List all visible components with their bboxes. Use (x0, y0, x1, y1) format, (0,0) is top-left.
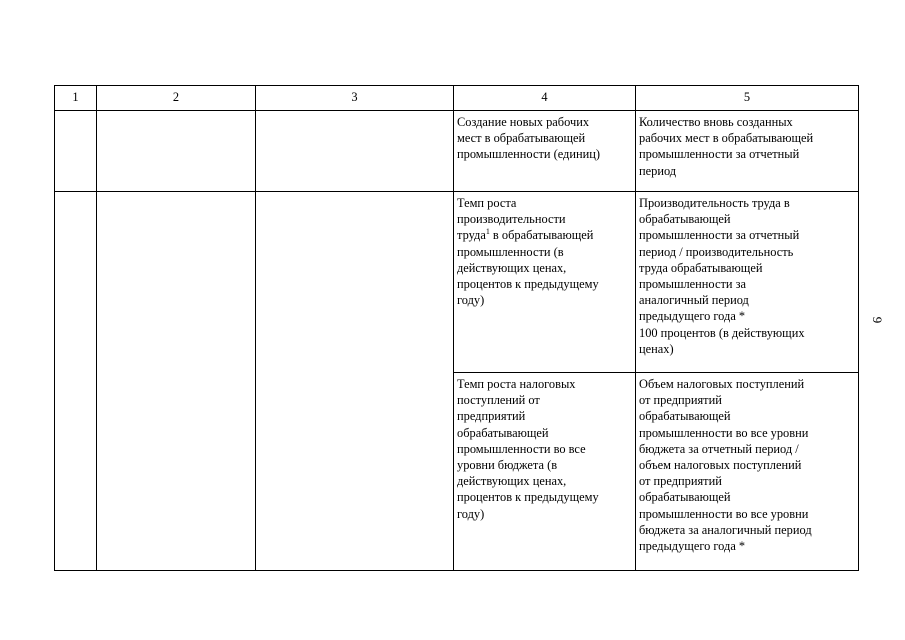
indicator-text-part2: в обрабатывающей промышленности (в действующих ценах, процентов к предыдущему году) (457, 228, 599, 308)
cell-col3 (256, 111, 454, 192)
column-header-4: 4 (454, 86, 636, 111)
table-row (55, 111, 859, 192)
cell-col1 (55, 111, 97, 192)
cell-col2 (97, 111, 256, 192)
column-header-3: 3 (256, 86, 454, 111)
cell-col3 (256, 192, 454, 571)
indicator-name-cell (454, 192, 636, 373)
cell-col1 (55, 192, 97, 571)
table-row (55, 192, 859, 373)
cell-col2 (97, 192, 256, 571)
calculation-method-cell: Объем налоговых поступлений от предприятий обрабатывающей промышленности во все уровни бюджета за отчетный период / объем налоговых поступлений от предприятий обрабатывающей промышленности во все уровни бюджета за аналогичный период предыдущего года * (636, 373, 859, 571)
table-header-row (55, 86, 859, 111)
column-header-2: 2 (97, 86, 256, 111)
footnote-marker: 1 (485, 227, 490, 237)
calculation-method-cell: Производительность труда в обрабатывающей промышленности за отчетный период / производительность труда обрабатывающей промышленности за аналогичный период предыдущего года * 100 процентов (в действующих ценах) (636, 192, 859, 373)
indicator-name-cell: Создание новых рабочих мест в обрабатывающей промышленности (единиц) (454, 111, 636, 192)
page-number: 9 (870, 316, 885, 324)
indicator-text-part1: Темп роста производительности труда (457, 196, 566, 243)
column-header-1: 1 (55, 86, 97, 111)
calculation-method-cell: Количество вновь созданных рабочих мест в обрабатывающей промышленности за отчетный период (636, 111, 859, 192)
indicators-table (54, 85, 859, 571)
indicator-name-cell: Темп роста налоговых поступлений от предприятий обрабатывающей промышленности во все уровни бюджета (в действующих ценах, процентов к предыдущему году) (454, 373, 636, 571)
column-header-5: 5 (636, 86, 859, 111)
